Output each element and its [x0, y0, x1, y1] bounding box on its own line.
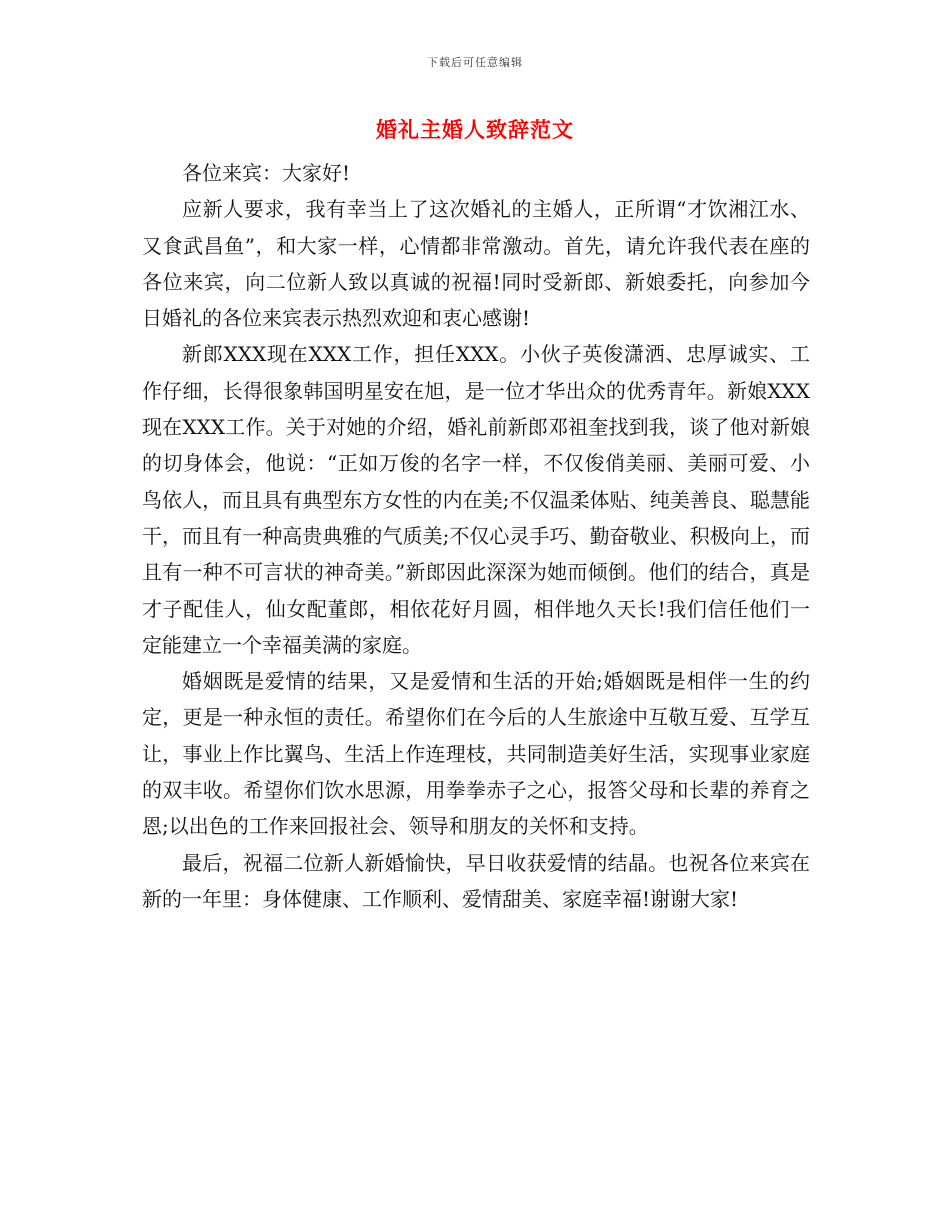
paragraph-opening: 应新人要求，我有幸当上了这次婚礼的主婚人，正所谓“才饮湘江水、又食武昌鱼”，和大家一样，心情都非常激动。首先，请允许我代表在座的各位来宾，向二位新人致以真诚的祝福!同时受新郎、新娘委托，向参加今日婚礼的各位来宾表示热烈欢迎和衷心感谢! [142, 197, 810, 331]
document-title: 婚礼主婚人致辞范文 [376, 117, 574, 142]
paragraph-couple-intro: 新郎XXX现在XXX工作，担任XXX。小伙子英俊潇洒、忠厚诚实、工作仔细，长得很象韩国明星安在旭，是一位才华出众的优秀青年。新娘XXX现在XXX工作。关于对她的介绍，婚礼前新郎邓祖奎找到我，谈了他对新娘的切身体会，他说：“正如万俊的名字一样，不仅俊俏美丽、美丽可爱、小鸟依人，而且具有典型东方女性的内在美;不仅温柔体贴、纯美善良、聪慧能干，而且有一种高贵典雅的气质美;不仅心灵手巧、勤奋敬业、积极向上，而且有一种不可言状的神奇美。”新郎因此深深为她而倾倒。他们的结合，真是才子配佳人，仙女配董郎，相依花好月圆，相伴地久天长!我们信任他们一定能建立一个幸福美满的家庭。 [142, 342, 810, 657]
paragraph-closing: 最后，祝福二位新人新婚愉快，早日收获爱情的结晶。也祝各位来宾在新的一年里：身体健康、工作顺利、爱情甜美、家庭幸福!谢谢大家! [142, 850, 810, 911]
paragraph-greeting: 各位来宾：大家好! [182, 161, 351, 185]
paragraph-marriage-wishes: 婚姻既是爱情的结果，又是爱情和生活的开始;婚姻既是相伴一生的约定，更是一种永恒的责任。希望你们在今后的人生旅途中互敬互爱、互学互让，事业上作比翼鸟、生活上作连理枝，共同制造美好生活，实现事业家庭的双丰收。希望你们饮水思源，用拳拳赤子之心，报答父母和长辈的养育之恩;以出色的工作来回报社会、领导和朋友的关怀和支持。 [142, 669, 810, 839]
document-body [142, 155, 810, 917]
page-header-note: 下载后可任意编辑 [427, 56, 523, 69]
